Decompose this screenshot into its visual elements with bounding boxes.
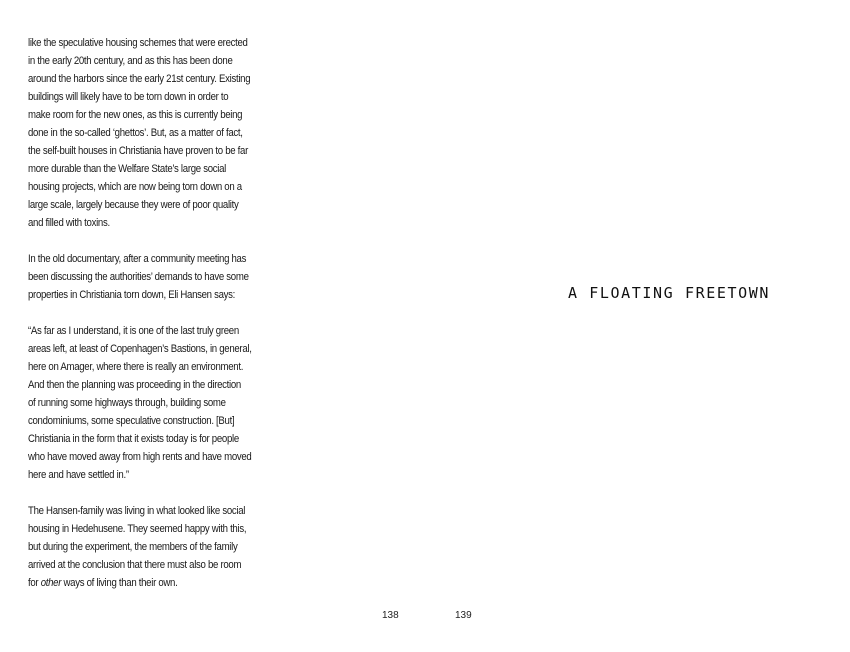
paragraph-3-quote: “As far as I understand, it is one of the last truly green areas left, at least of Copenhagen’s Bastions, in general, here on Amager, where there is really an environment. And then the planning was proceeding in the direction of running some highways through, building some condominiums, some speculative construction. [But] Christiania in the form that it exists today is for people who have moved away from high rents and have moved here and have settled in.” xyxy=(28,325,252,481)
body-text xyxy=(28,34,252,592)
chapter-title: A FLOATING FREETOWN xyxy=(568,284,770,302)
page-number-left: 138 xyxy=(382,610,399,621)
page-number-right: 139 xyxy=(455,610,472,621)
right-page xyxy=(425,0,850,652)
paragraph-4-text-start: The Hansen-family was living in what looked like social housing in Hedehusene. They seemed happy with this, but during the experiment, the members of the family arrived at the conclusion that there must also be room for xyxy=(28,505,247,589)
paragraph-4-text-end: ways of living than their own. xyxy=(61,577,178,589)
emphasis-other: other xyxy=(40,577,62,589)
paragraph-1: like the speculative housing schemes that were erected in the early 20th century, and as this has been done around the harbors since the early 21st century. Existing buildings will likely have to be torn down in order to make room for the new ones, as this is currently being done in the so-called ‘ghettos’. But, as a matter of fact, the self-built houses in Christiania have proven to be far more durable than the Welfare State’s large social housing projects, which are now being torn down on a large scale, largely because they were of poor quality and filled with toxins. xyxy=(28,37,251,229)
paragraph-2: In the old documentary, after a community meeting has been discussing the authorities’ demands to have some properties in Christiania torn down, Eli Hansen says: xyxy=(28,253,249,301)
paragraph-4 xyxy=(28,502,283,592)
